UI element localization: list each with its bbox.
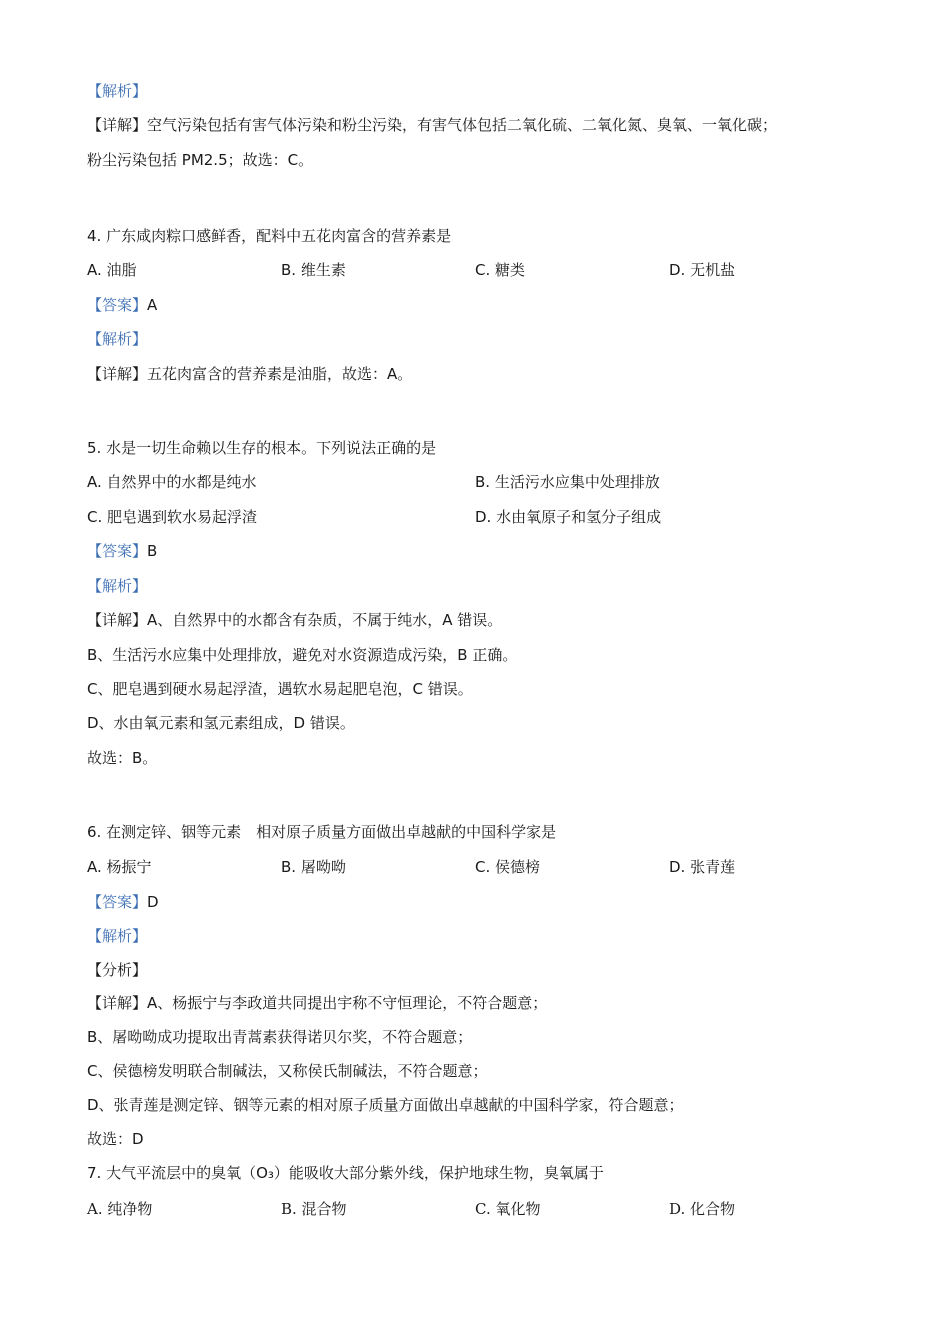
q3-analysis-label: 【解析】 (87, 82, 148, 100)
q4-option-b: B. 维生素 (281, 261, 346, 279)
q5-detail-3: C、肥皂遇到硬水易起浮渣，遇软水易起肥皂泡，C 错误。 (87, 680, 473, 698)
q6-answer-label: 【答案】 (87, 893, 148, 911)
q6-detail-1: 【详解】A、杨振宁与李政道共同提出宇称不守恒理论，不符合题意； (87, 994, 548, 1012)
q6-detail-2: B、屠呦呦成功提取出青蒿素获得诺贝尔奖，不符合题意； (87, 1028, 473, 1046)
q6-analysis-label: 【解析】 (87, 927, 148, 945)
q6-detail-3: C、侯德榜发明联合制碱法，又称侯氏制碱法，不符合题意； (87, 1062, 488, 1080)
q7-option-d: D. 化合物 (669, 1200, 736, 1218)
q5-option-d: D. 水由氧原子和氢分子组成 (475, 508, 662, 526)
q4-answer-row (87, 294, 157, 316)
q6-detail-4: D、张青莲是测定锌、铟等元素的相对原子质量方面做出卓越献的中国科学家，符合题意； (87, 1096, 684, 1114)
q5-answer: B (147, 542, 158, 560)
q5-option-b: B. 生活污水应集中处理排放 (475, 473, 660, 491)
q4-answer: A (147, 296, 158, 314)
q4-answer-label: 【答案】 (87, 296, 148, 314)
q5-question: 5. 水是一切生命赖以生存的根本。下列说法正确的是 (87, 439, 437, 457)
q5-option-a: A. 自然界中的水都是纯水 (87, 473, 257, 491)
q5-detail-5: 故选：B。 (87, 749, 158, 767)
q5-detail-2: B、生活污水应集中处理排放，避免对水资源造成污染，B 正确。 (87, 646, 518, 664)
q7-question: 7. 大气平流层中的臭氧（O₃）能吸收大部分紫外线，保护地球生物，臭氧属于 (87, 1164, 604, 1182)
q5-answer-row (87, 540, 157, 562)
q5-option-c: C. 肥皂遇到软水易起浮渣 (87, 508, 258, 526)
q6-option-d: D. 张青莲 (669, 858, 736, 876)
q4-option-c: C. 糖类 (475, 261, 526, 279)
q6-detail-5: 故选：D (87, 1130, 144, 1148)
q7-option-c: C. 氧化物 (475, 1200, 541, 1218)
q5-analysis-label: 【解析】 (87, 577, 148, 595)
q4-question: 4. 广东咸肉粽口感鲜香，配料中五花肉富含的营养素是 (87, 227, 452, 245)
q7-option-a: A. 纯净物 (87, 1200, 153, 1218)
q4-option-a: A. 油脂 (87, 261, 137, 279)
q6-fenxi-label: 【分析】 (87, 961, 148, 979)
q5-detail-4: D、水由氧元素和氢元素组成，D 错误。 (87, 714, 355, 732)
q6-option-c: C. 侯德榜 (475, 858, 541, 876)
q4-analysis-label: 【解析】 (87, 330, 148, 348)
q5-detail-1: 【详解】A、自然界中的水都含有杂质，不属于纯水，A 错误。 (87, 611, 503, 629)
q7-option-b: B. 混合物 (281, 1200, 347, 1218)
q4-option-d: D. 无机盐 (669, 261, 736, 279)
q4-detail: 【详解】五花肉富含的营养素是油脂，故选：A。 (87, 365, 413, 383)
q6-option-b: B. 屠呦呦 (281, 858, 346, 876)
q6-question: 6. 在测定锌、铟等元素 相对原子质量方面做出卓越献的中国科学家是 (87, 823, 557, 841)
q3-detail-line2: 粉尘污染包括 PM2.5；故选：C。 (87, 151, 314, 169)
q5-answer-label: 【答案】 (87, 542, 148, 560)
q6-option-a: A. 杨振宁 (87, 858, 152, 876)
q6-answer-row (87, 891, 159, 913)
q6-answer: D (147, 893, 159, 911)
q3-detail-line1: 【详解】空气污染包括有害气体污染和粉尘污染，有害气体包括二氧化硫、二氧化氮、臭氧、一氧化碳； (87, 116, 778, 134)
